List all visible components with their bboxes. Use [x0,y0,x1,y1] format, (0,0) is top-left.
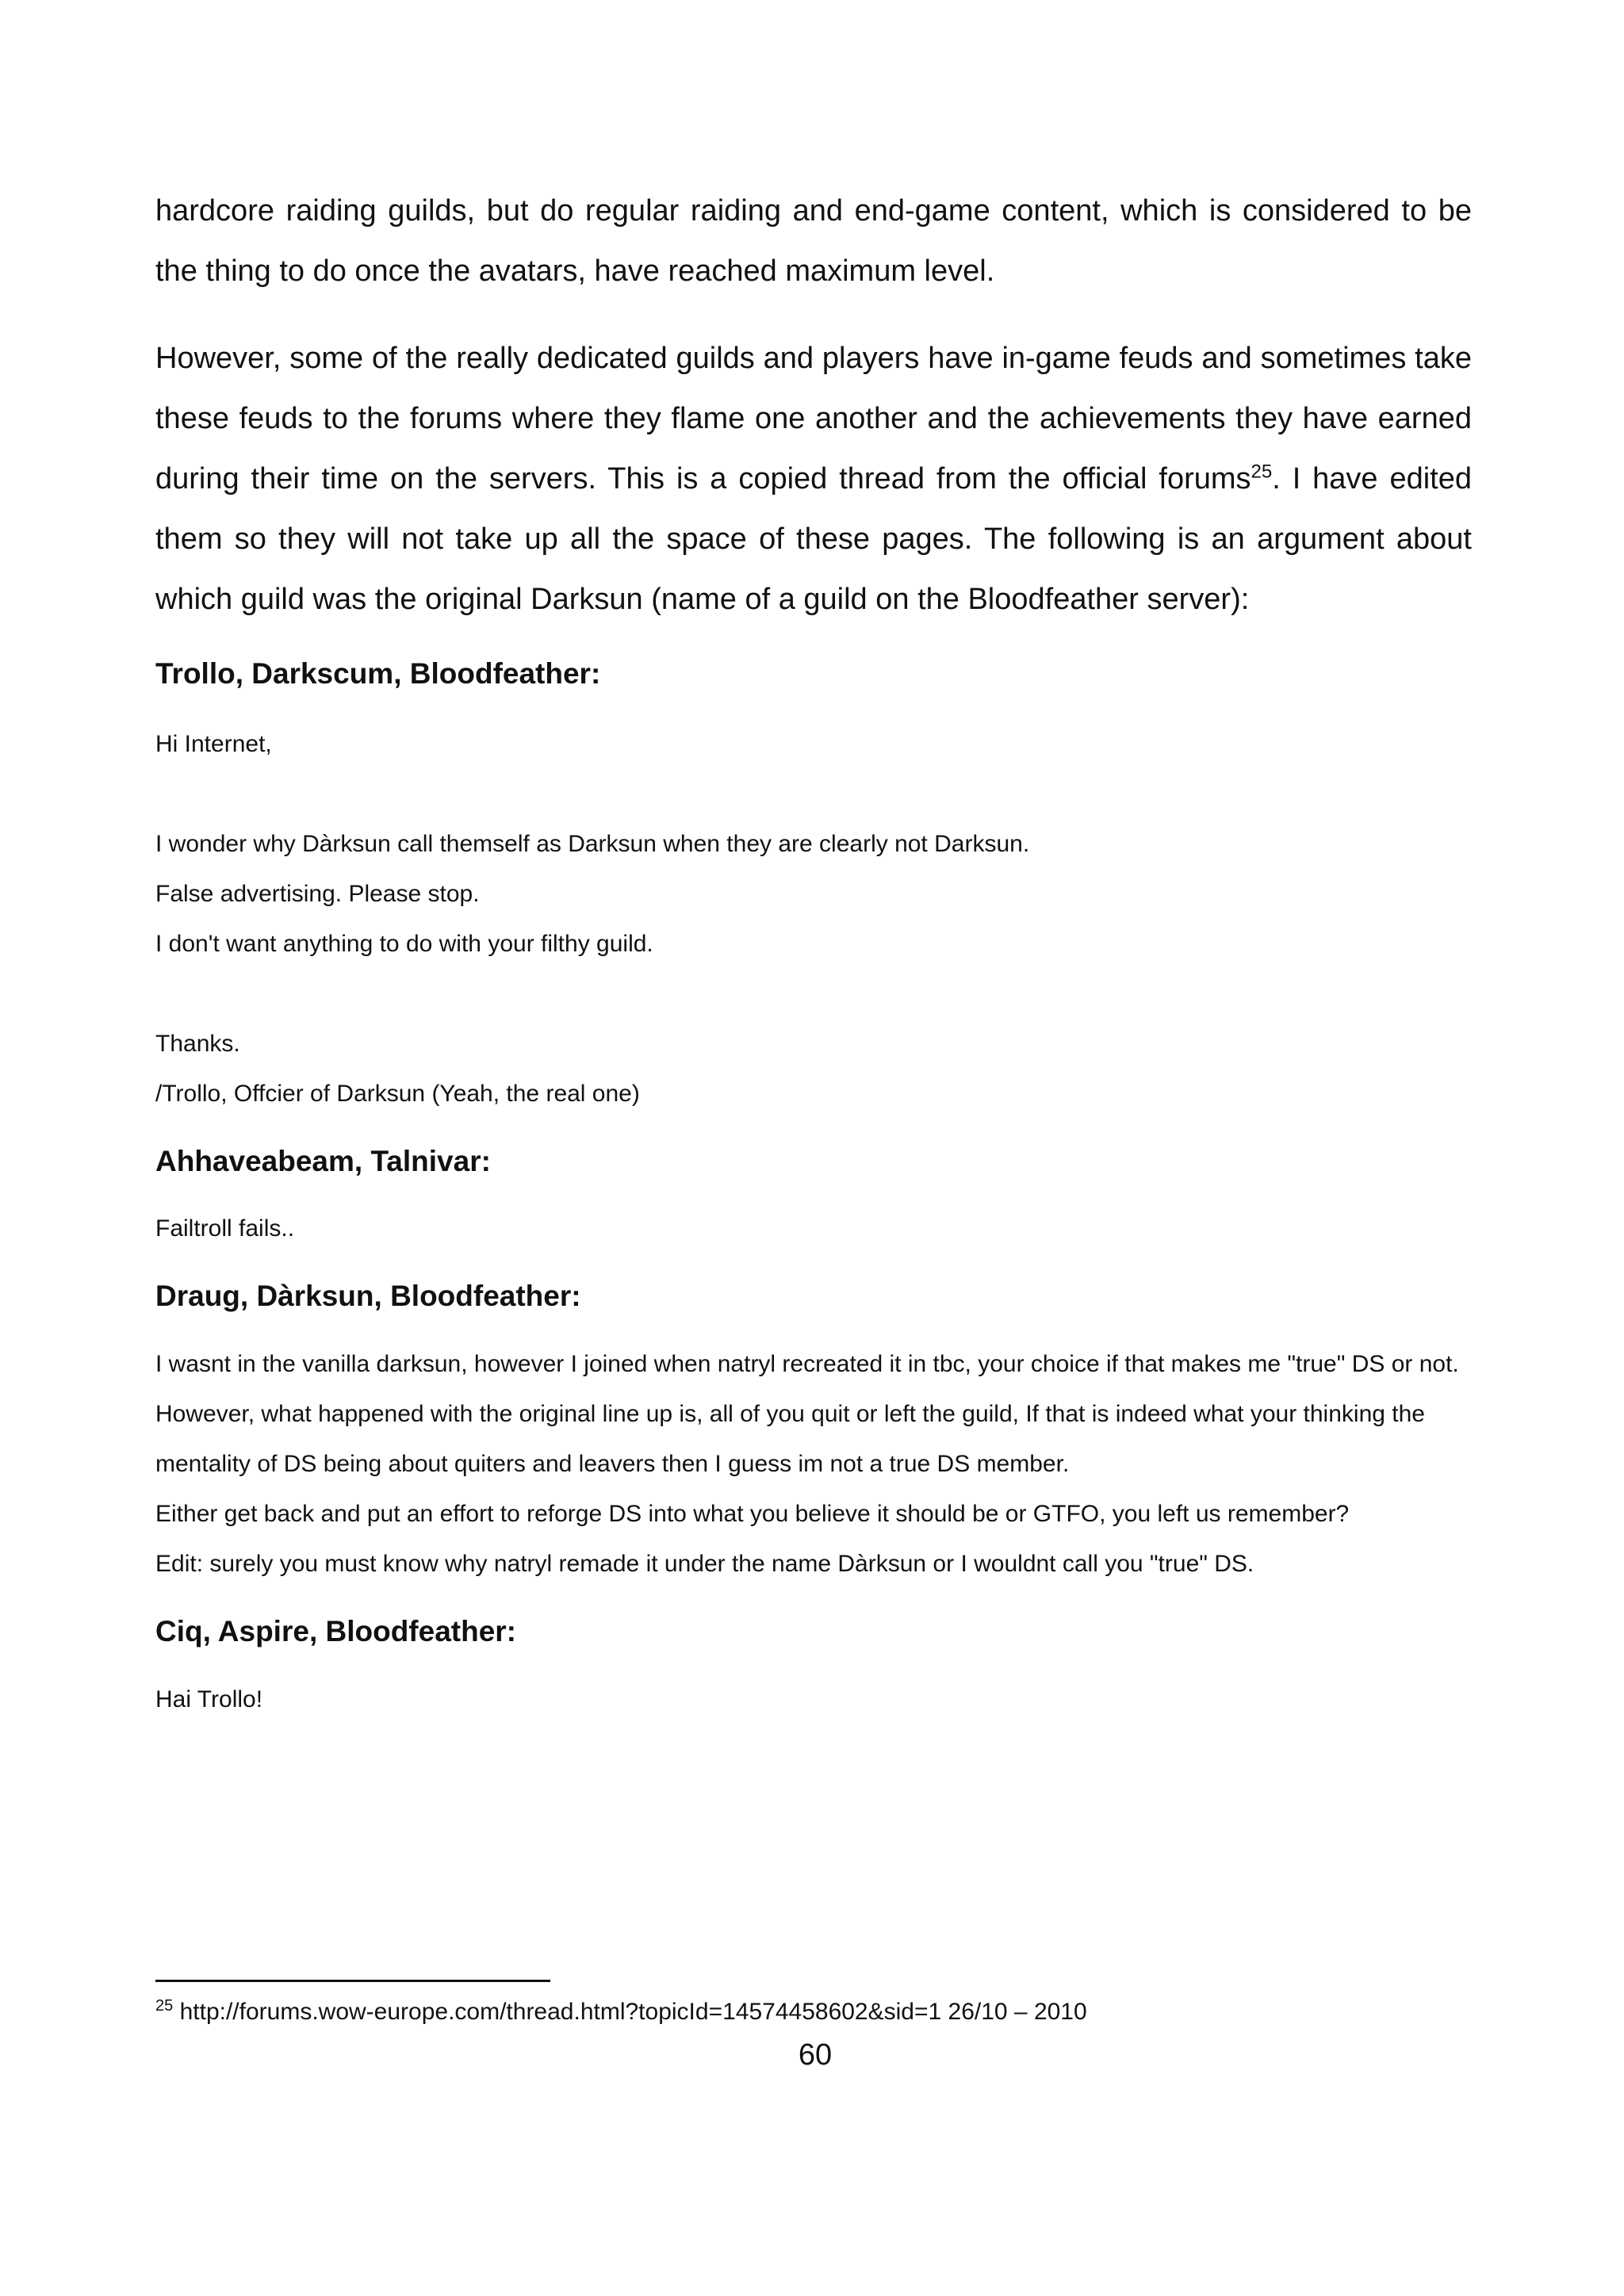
post-line: I wonder why Dàrksun call themself as Darksun when they are clearly not Darksun. [155,831,1030,857]
intro-paragraph-2 [155,328,1472,629]
post-author: Ahhaveabeam, Talnivar: [155,1145,491,1177]
post-line: Hai Trollo! [155,1686,263,1712]
post-line: Either get back and put an effort to reforge DS into what you believe it should be or GTFO, you left us remember? [155,1501,1350,1527]
footnote [155,1996,1472,2028]
post-line: Failtroll fails.. [155,1215,295,1242]
post-line: However, what happened with the original line up is, all of you quit or left the guild, If that is indeed what your thinking the mentality of DS being about quiters and leavers then I guess im not a true DS member. [155,1401,1425,1477]
post-line: I wasnt in the vanilla darksun, however I joined when natryl recreated it in tbc, your choice if that makes me "true" DS or not. [155,1351,1459,1377]
post-author: Ciq, Aspire, Bloodfeather: [155,1615,517,1647]
post-body [155,1203,1472,1253]
post-line: /Trollo, Offcier of Darksun (Yeah, the real one) [155,1081,640,1107]
post-body [155,1674,1472,1724]
post-line: Hi Internet, [155,731,272,757]
blank-line [155,769,1472,819]
footnote-number: 25 [155,1997,174,2015]
post-author: Trollo, Darkscum, Bloodfeather: [155,657,601,690]
page-content [155,181,1472,1724]
footnote-link[interactable]: http://forums.wow-europe.com/thread.html?topicId=14574458602&sid=1 26/10 – 2010 [179,1999,1087,2025]
post-line: I don't want anything to do with your filthy guild. [155,931,653,957]
footnote-separator [155,1980,550,1982]
post-body [155,719,1472,1119]
post-author: Draug, Dàrksun, Bloodfeather: [155,1280,581,1312]
footnote-reference[interactable]: 25 [1251,461,1273,483]
post-line: Edit: surely you must know why natryl remade it under the name Dàrksun or I wouldnt call you "true" DS. [155,1551,1254,1577]
intro-paragraph-2-text-continued: . I have edited them so they will not take up all the space of these pages. The following is an argument about which guild was the original Darksun (name of a guild on the Bloodfeather server): [155,462,1472,616]
blank-line [155,969,1472,1019]
post-line: Thanks. [155,1031,240,1057]
intro-paragraph-1: hardcore raiding guilds, but do regular raiding and end-game content, which is considered to be the thing to do once the avatars, have reached maximum level. [155,194,1472,288]
page-number: 60 [798,2038,833,2072]
intro-paragraph-2-text: However, some of the really dedicated guilds and players have in-game feuds and sometimes take these feuds to the forums where they flame one another and the achievements they have earned during their time on the servers. This is a copied thread from the official forums [155,342,1472,496]
post-body [155,1339,1472,1589]
post-line: False advertising. Please stop. [155,881,480,907]
